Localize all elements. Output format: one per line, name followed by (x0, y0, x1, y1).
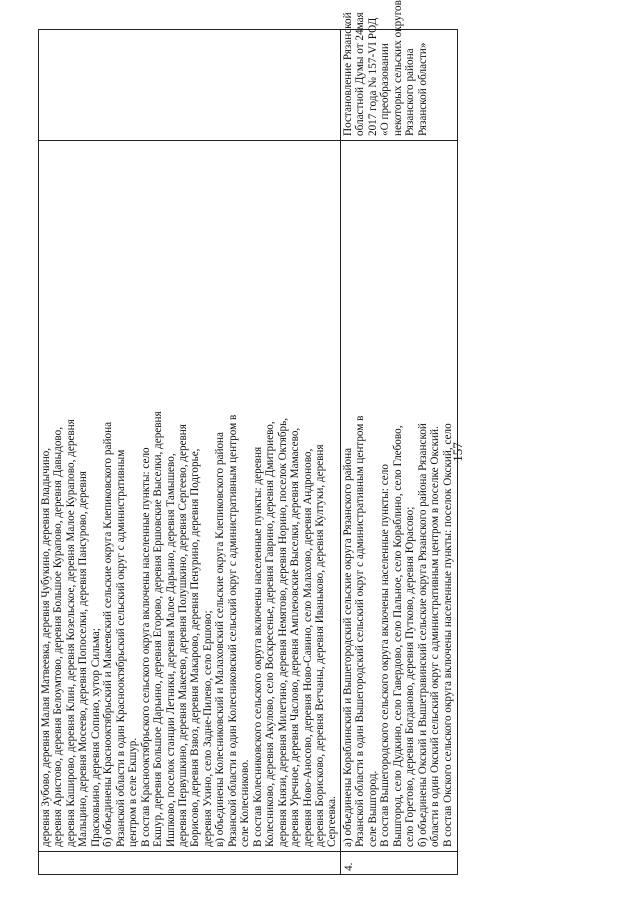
text-line: Екшур, деревня Большое Дарьино, деревня Егорово, деревня Ершовские Выселки, деревня (152, 411, 165, 847)
text-line: б) объединены Окский и Вышетравинский сельские округа Рязанского района Рязанской (416, 423, 429, 847)
text-line: В состав Краснооктябрьского сельского округа включены населенные пункты: село (139, 447, 152, 847)
row-content-cell (39, 141, 341, 852)
text-line: Борисово, деревня Взвоз, деревня Макарово, деревня Пенурино, деревня Подгорье, (189, 448, 202, 847)
table-row (39, 30, 341, 875)
text-line: Рязанской области в один Краснооктябрьский сельский округ с административным (114, 449, 127, 847)
text-line: деревня Зубово, деревня Малая Матвеевка, деревня Чубукино, деревня Владычино, (40, 447, 52, 847)
text-line: село Горетово, деревня Богданово, деревня Путково, деревня Юрасово; (404, 506, 417, 847)
text-line: а) объединены Кораблинский и Вышегородский сельские округа Рязанского района (341, 447, 354, 847)
text-line: деревня Князи, деревня Милетино, деревня Немятово, деревня Норино, поселок Октябрь, (276, 417, 289, 847)
text-line: некоторых сельских округов (391, 0, 404, 136)
text-line: В состав Вышегородского сельского округа включены населенные пункты: село (379, 464, 392, 847)
row-content-cell (340, 141, 457, 852)
text-line: «О преобразовании (379, 43, 392, 136)
text-line: Рязанской области» (416, 42, 429, 136)
text-line: Сергеевка. (326, 796, 339, 847)
text-line: 2017 года № 157-VI РОД (366, 17, 379, 136)
text-line: областной Думы от 24мая (354, 12, 367, 136)
row-number-cell: 4. (340, 852, 457, 875)
text-line: Вышгород, село Дудкино, село Гавердово, село Пальное, село Кораблино, село Глебово, (391, 425, 404, 847)
text-line: Ишпково, поселок станции Летники, деревня Малое Дарьино, деревня Тамышево, (164, 453, 177, 847)
text-line: деревня Первушкино, деревня Макеево, деревня Полушкино, деревня Сергеево, деревня (176, 424, 189, 847)
text-line: б) объединены Краснооктябрьский и Макеевский сельские округа Клепиковского района (102, 421, 115, 847)
text-line: деревня Борисково, деревня Ветчаны, деревня Иваньково, деревня Култуки, деревня (313, 444, 326, 847)
text-line: Рязанской области в один Колесниковский сельский округ с административным центром в (226, 414, 239, 847)
text-line: деревня Ухино, село Задне-Пилево, село Ершово; (201, 610, 214, 847)
text-line: Прасковьино, деревня Сопино, хутор Сильма; (89, 628, 102, 847)
row-source-cell (340, 0, 457, 141)
text-line: области в один Окский сельский округ с административным центром в поселке Окский. (429, 426, 442, 847)
text-line: селе Колесниково. (239, 759, 252, 847)
text-line: в) объединены Колесниковский и Малаховский сельские округа Клепиковского района (214, 431, 227, 847)
text-line: деревня Аристово, деревня Белоумтово, деревня Большое Курапово, деревня Давыдово, (52, 426, 65, 847)
text-line: Рязанской области в один Вышегородский сельский округ с административным центром в (354, 415, 367, 847)
table-row (340, 30, 457, 875)
text-line: Постановление Рязанской (341, 12, 354, 136)
regulation-table (38, 0, 458, 875)
text-line: деревня Уречное, деревня Часлово, деревня Амплеювские Выселки, деревня Мамасево, (289, 427, 302, 847)
text-line: центром в селе Екшур. (127, 737, 140, 847)
text-line: В состав Окского сельского округа включены населенные пункты: поселок Окский, село (441, 423, 454, 847)
text-line: деревня Каширово, деревня Клин, деревня Козельское, деревня Малое Курапово, деревня (64, 419, 77, 847)
text-line: В состав Колесниковского сельского округа включены населенные пункты: деревня (251, 446, 264, 847)
page-number: 157 (450, 442, 465, 462)
row-number-cell (39, 852, 341, 875)
rotated-page (38, 0, 456, 875)
text-line: деревня Ново-Аносово, деревня Ново-Савино, село Малахово, деревня Андроново, (301, 448, 314, 847)
text-line: Колесниково, деревня Акулово, село Воскресенье, деревня Гаврино, деревня Дмитриево, (264, 421, 277, 847)
text-line: Рязанского района (404, 48, 417, 136)
text-line: селе Вышгород. (366, 770, 379, 847)
text-line: Мальцино, деревня Мосеево, деревня Попоселки, деревня Пансурово, деревня (77, 471, 90, 847)
row-source-cell (39, 30, 341, 141)
